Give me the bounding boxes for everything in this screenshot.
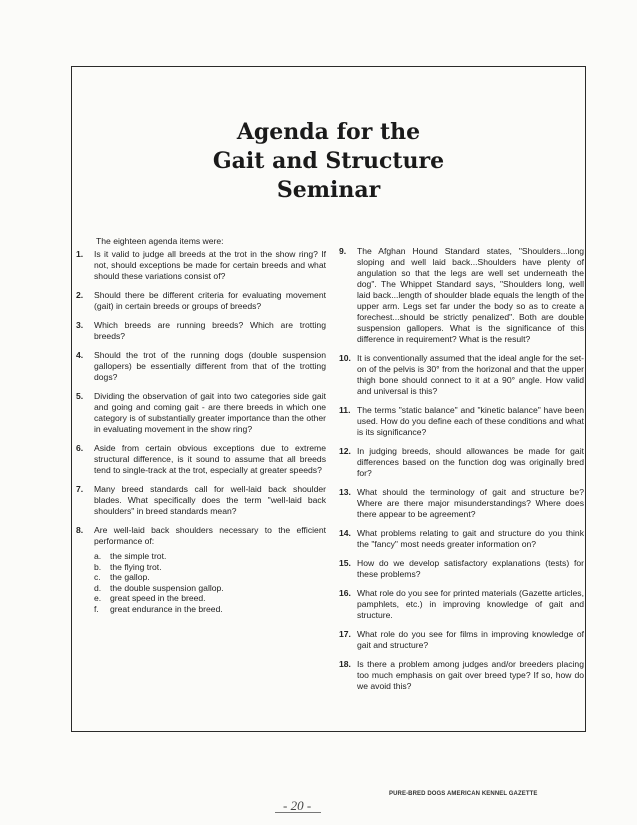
item-text: Should the trot of the running dogs (double suspension gallopers) be essentially different from that of the trotting dogs? [94, 350, 326, 382]
agenda-item-14 [339, 528, 584, 550]
item-number: 16. [339, 588, 351, 598]
agenda-item-13 [339, 487, 584, 520]
item-text: How do we develop satisfactory explanations (tests) for these problems? [357, 558, 584, 579]
title-line-1: Agenda for the [236, 119, 421, 145]
item-number: 13. [339, 487, 351, 497]
item-number: 8. [76, 525, 84, 535]
item-text: Which breeds are running breeds? Which are trotting breeds? [94, 320, 326, 341]
item-number: 1. [76, 249, 84, 259]
sublist-letter: c. [94, 572, 101, 582]
agenda-item-4 [76, 350, 326, 383]
item-text: Are well-laid back shoulders necessary to the efficient performance of: [94, 525, 326, 546]
item-number: 5. [76, 391, 84, 401]
item-text: In judging breeds, should allowances be made for gait differences based on the function dog was originally bred for? [357, 446, 584, 478]
sublist-item [94, 593, 326, 604]
agenda-item-9 [339, 246, 584, 345]
agenda-item-12 [339, 446, 584, 479]
item-number: 12. [339, 446, 351, 456]
item-text: Aside from certain obvious exceptions due to extreme structural difference, is it sound to assume that all breeds tend to single-track at the trot, especially at greater speeds? [94, 443, 326, 475]
item-text: The Afghan Hound Standard states, "Shoulders...long sloping and well laid back...Shoulders have plenty of angulation so that the legs are well set underneath the dog". The Whippet Standard says, "Shoulders long, well laid back...length of shoulder blade equals the length of the upper arm. Legs set far under the body so as to create a forechest...should be strictly penalized". Both are double suspension gallopers. What is the significance of this difference in requirement? What is the result? [357, 246, 584, 344]
item-number: 4. [76, 350, 84, 360]
agenda-left-column [76, 236, 326, 622]
item-text: What problems relating to gait and structure do you think the "fancy" most needs greater information on? [357, 528, 584, 549]
item-number: 14. [339, 528, 351, 538]
sublist-text: the gallop. [110, 572, 150, 582]
item-number: 18. [339, 659, 351, 669]
sublist-item [94, 551, 326, 562]
sublist-text: the flying trot. [110, 561, 162, 572]
sublist-letter: b. [94, 561, 102, 572]
agenda-item-10 [339, 353, 584, 397]
sublist-letter: d. [94, 582, 102, 593]
item-number: 9. [339, 246, 347, 256]
item-text: It is conventionally assumed that the ideal angle for the set-on of the pelvis is 30° from the horizonal and that the upper thigh bone should connect to it at a 90° angle. How valid and universal is this? [357, 353, 584, 396]
item-number: 2. [76, 290, 84, 300]
item-text: The terms "static balance" and "kinetic balance" have been used. How do you define each of these conditions and what is its significance? [357, 405, 584, 437]
sublist-text: great endurance in the breed. [110, 603, 223, 614]
agenda-item-11 [339, 405, 584, 438]
agenda-item-1 [76, 249, 326, 282]
item-number: 11. [339, 405, 351, 415]
item-number: 10. [339, 353, 351, 363]
item-text: Dividing the observation of gait into two categories side gait and going and coming gait - are there breeds in which one category is of substantially greater importance than the other in evaluating movement in the show ring? [94, 391, 326, 434]
sublist-item [94, 572, 326, 583]
item-text: Is it valid to judge all breeds at the trot in the show ring? If not, should exceptions be made for certain breeds and what should these variations consist of? [94, 249, 326, 281]
page-number-rule [275, 812, 321, 813]
page-title [71, 118, 586, 205]
agenda-item-6 [76, 443, 326, 476]
item-number: 6. [76, 443, 84, 453]
agenda-item-15 [339, 558, 584, 580]
sublist-text: the simple trot. [110, 551, 167, 561]
agenda-item-8 [76, 525, 326, 614]
page-number-text: - 20 - [283, 798, 312, 813]
agenda-right-column [339, 246, 584, 700]
sublist-letter: a. [94, 551, 102, 561]
agenda-intro: The eighteen agenda items were: [96, 236, 224, 246]
agenda-item-5 [76, 391, 326, 435]
sublist-item [94, 562, 326, 573]
item-text: Is there a problem among judges and/or breeders placing too much emphasis on gait over breed type? If so, how do we avoid this? [357, 659, 584, 691]
title-line-3: Seminar [276, 177, 381, 203]
sublist-text: the double suspension gallop. [110, 582, 224, 593]
agenda-item-16 [339, 588, 584, 621]
item-text: What role do you see for printed materials (Gazette articles, pamphlets, etc.) in improving knowledge of gait and structure. [357, 588, 584, 620]
item-number: 3. [76, 320, 84, 330]
sublist-letter: e. [94, 593, 102, 603]
agenda-item-7 [76, 484, 326, 517]
agenda-item-3 [76, 320, 326, 342]
item-text: Should there be different criteria for evaluating movement (gait) in certain breeds or groups of breeds? [94, 290, 326, 311]
item-text: Many breed standards call for well-laid back shoulder blades. What specifically does the term "well-laid back shoulders" in breed standards mean? [94, 484, 326, 516]
item-text: What should the terminology of gait and structure be? Where are there major misunderstandings? Where does there appear to be agreement? [357, 487, 584, 519]
item-text: What role do you see for films in improving knowledge of gait and structure? [357, 629, 584, 650]
item-number: 7. [76, 484, 84, 494]
agenda-item-2 [76, 290, 326, 312]
item-number: 15. [339, 558, 351, 568]
publication-footer: PURE-BRED DOGS AMERICAN KENNEL GAZETTE [389, 791, 538, 797]
item-number: 17. [339, 629, 351, 639]
page-number [283, 798, 311, 814]
sublist-item [94, 604, 326, 615]
agenda-item-18 [339, 659, 584, 692]
item-8-sublist [94, 551, 326, 614]
agenda-item-17 [339, 629, 584, 651]
title-line-2: Gait and Structure [212, 148, 445, 174]
sublist-item [94, 583, 326, 594]
sublist-text: great speed in the breed. [110, 593, 206, 603]
sublist-letter: f. [94, 603, 99, 614]
